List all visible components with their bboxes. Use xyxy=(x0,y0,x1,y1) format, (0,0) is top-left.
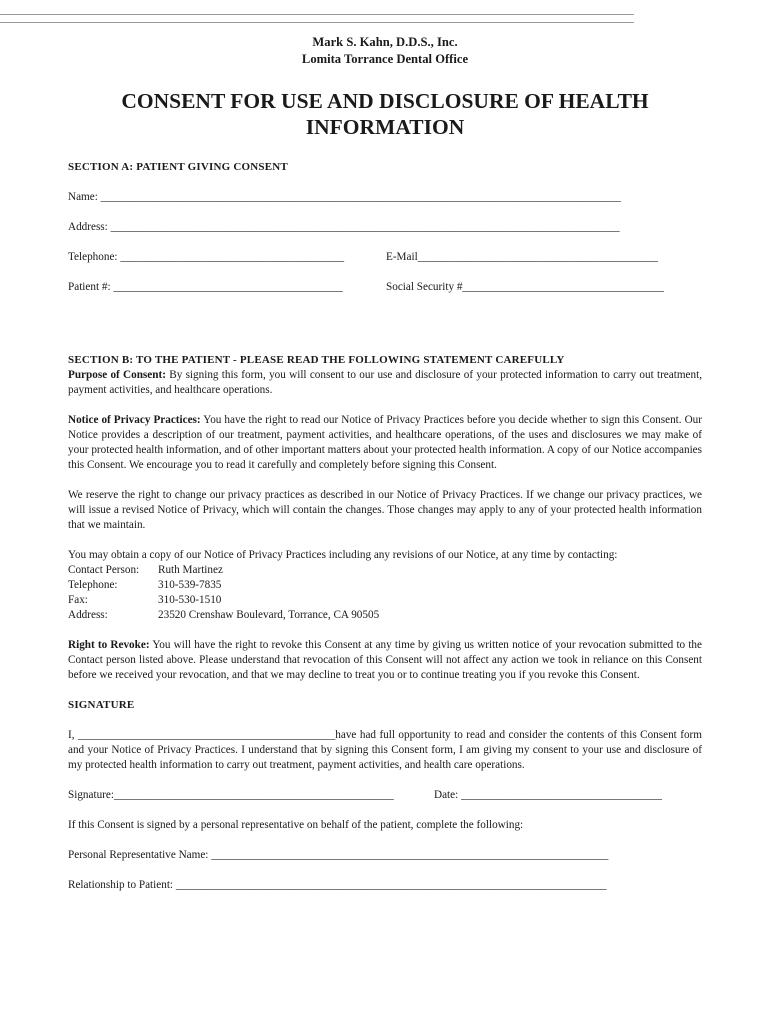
signature-statement: I, ______________________________________________have had full opportunity to read and consider the contents of this Consent form and your Notice of Privacy Practices. I understand that by signing this Consent form, I am giving my consent to your use and disclosure of my protected health information to carry out treatment, payment activities, and health care operations. xyxy=(68,729,702,771)
purpose-label: Purpose of Consent: xyxy=(68,369,166,381)
revoke-paragraph xyxy=(68,638,702,683)
office-name: Lomita Torrance Dental Office xyxy=(301,52,469,66)
representative-intro: If this Consent is signed by a personal representative on behalf of the patient, complete the following: xyxy=(68,819,524,831)
top-rule-2 xyxy=(0,22,634,23)
date-field[interactable]: Date: ____________________________________ xyxy=(434,789,663,801)
purpose-text: By signing this form, you will consent to our use and disclosure of your protected information to carry out treatment, payment activities, and healthcare operations. xyxy=(68,369,703,396)
obtain-paragraph: You may obtain a copy of our Notice of Privacy Practices including any revisions of our Notice, at any time by contacting: xyxy=(68,549,618,561)
notice-label: Notice of Privacy Practices: xyxy=(68,414,201,426)
telephone-field[interactable]: Telephone: ________________________________________ xyxy=(68,251,345,263)
notice-text: You have the right to read our Notice of Privacy Practices before you decide whether to sign this Consent. Our Notice provides a description of our treatment, payment activities, and healthcare operations, of the uses and disclosures we may make of your protected health information, and of other important matters about your protected health information. A copy of our Notice accompanies this Consent. We encourage you to read it carefully and completely before signing this Consent. xyxy=(68,414,702,471)
section-b-heading: SECTION B: TO THE PATIENT - PLEASE READ THE FOLLOWING STATEMENT CAREFULLY xyxy=(68,354,565,366)
notice-paragraph xyxy=(68,413,702,473)
address-field[interactable]: Address: ___________________________________________________________________________________________ xyxy=(68,221,620,233)
representative-name-field[interactable]: Personal Representative Name: _______________________________________________________________________ xyxy=(68,849,609,861)
top-rule-1 xyxy=(0,14,634,15)
contact-value: 310-539-7835 xyxy=(158,579,222,591)
contact-label: Fax: xyxy=(68,594,88,606)
telephone-email-row xyxy=(68,250,702,265)
ssn-field[interactable]: Social Security #____________________________________ xyxy=(386,281,664,293)
contact-label: Address: xyxy=(68,609,108,621)
contact-value: Ruth Martinez xyxy=(158,564,223,576)
document-title: CONSENT FOR USE AND DISCLOSURE OF HEALTH INFORMATION xyxy=(121,89,649,139)
consent-document xyxy=(68,34,702,893)
section-a-heading: SECTION A: PATIENT GIVING CONSENT xyxy=(68,161,288,173)
name-field[interactable]: Name: _____________________________________________________________________________________________ xyxy=(68,191,621,203)
contact-label: Telephone: xyxy=(68,579,118,591)
signature-heading: SIGNATURE xyxy=(68,699,135,711)
purpose-paragraph xyxy=(68,368,702,398)
contact-row xyxy=(68,608,702,623)
contact-value: 310-530-1510 xyxy=(158,594,222,606)
signature-date-row xyxy=(68,788,702,803)
contact-value: 23520 Crenshaw Boulevard, Torrance, CA 90505 xyxy=(158,609,380,621)
email-field[interactable]: E-Mail___________________________________________ xyxy=(386,251,659,263)
signature-field[interactable]: Signature:__________________________________________________ xyxy=(68,789,394,801)
revoke-text: You will have the right to revoke this Consent at any time by giving us written notice of your revocation submitted to the Contact person listed above. Please understand that revocation of this Consent will not affect any action we took in reliance on this Consent before we received your revocation, and that we may decline to treat you or to continue treating you if you revoke this Consent. xyxy=(68,639,702,681)
reserve-paragraph: We reserve the right to change our privacy practices as described in our Notice of Privacy Practices. If we change our privacy practices, we will issue a revised Notice of Privacy, which will contain the changes. Those changes may apply to any of your protected health information that we maintain. xyxy=(68,489,702,531)
contact-row xyxy=(68,578,702,593)
contact-block xyxy=(68,563,702,623)
contact-label: Contact Person: xyxy=(68,564,140,576)
patient-ssn-row xyxy=(68,280,702,295)
patient-number-field[interactable]: Patient #: _________________________________________ xyxy=(68,281,343,293)
contact-row xyxy=(68,563,702,578)
practice-name: Mark S. Kahn, D.D.S., Inc. xyxy=(312,35,458,49)
contact-row xyxy=(68,593,702,608)
relationship-field[interactable]: Relationship to Patient: _____________________________________________________________________________ xyxy=(68,879,607,891)
revoke-label: Right to Revoke: xyxy=(68,639,150,651)
